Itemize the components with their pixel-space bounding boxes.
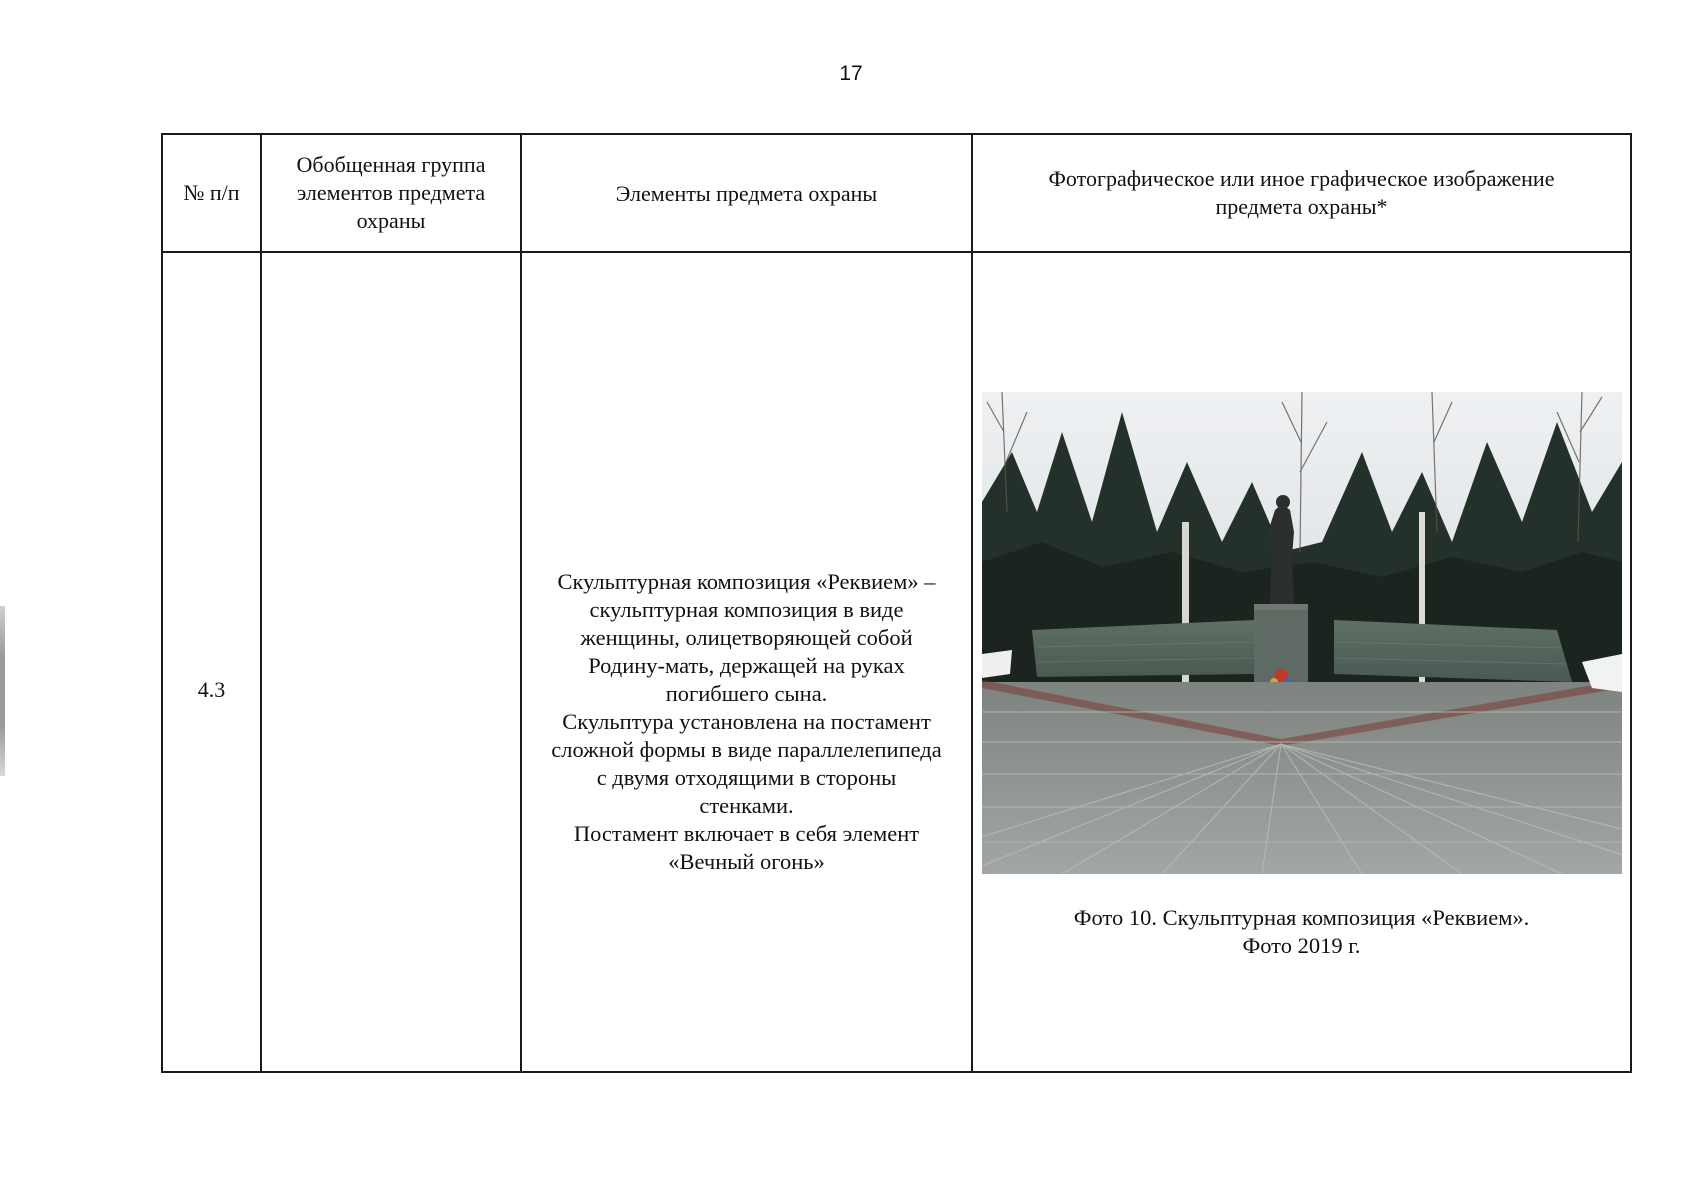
protection-elements-table — [161, 133, 1632, 1073]
table-header-row — [162, 134, 1631, 252]
photo-caption: Фото 10. Скульптурная композиция «Реквием». Фото 2019 г. — [1073, 905, 1530, 958]
description-text: Скульптурная композиция «Реквием» – скульптурная композиция в виде женщины, олицетворяющей собой Родину-мать, держащей на руках погибшего сына. Скульптура установлена на постамент сложной формы в виде параллелепипеда с двумя отходящими в стороны стенками. Постамент включает в себя элемент «Вечный огонь» — [551, 569, 942, 874]
requiem-monument-photo — [982, 392, 1622, 874]
header-elements: Элементы предмета охраны — [521, 134, 972, 252]
header-image: Фотографическое или иное графическое изображение предмета охраны* — [972, 134, 1631, 252]
scan-edge-mark — [0, 606, 5, 776]
header-num: № п/п — [162, 134, 261, 252]
header-group: Обобщенная группа элементов предмета охраны — [261, 134, 521, 252]
row-description — [521, 252, 972, 1072]
row-group — [261, 252, 521, 1072]
table-row — [162, 252, 1631, 1072]
page-number: 17 — [839, 62, 863, 85]
row-num: 4.3 — [162, 252, 261, 1072]
row-image — [972, 252, 1631, 1072]
